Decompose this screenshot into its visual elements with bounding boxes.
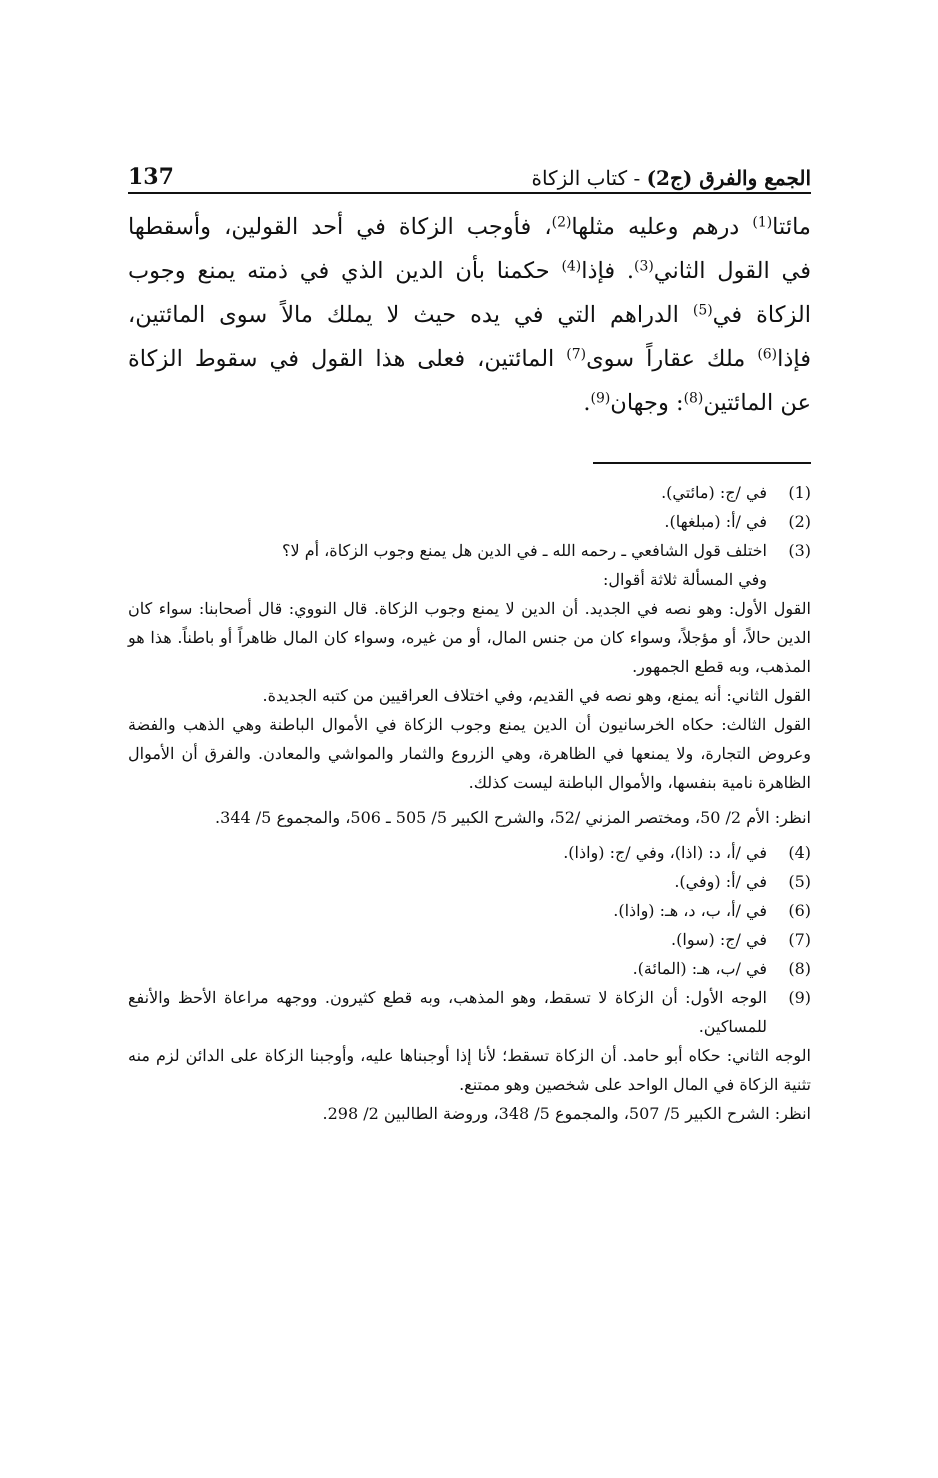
main-text xyxy=(128,205,811,425)
main-text-run: درهم وعليه مثلها xyxy=(571,214,753,240)
footnote-ref: (8) xyxy=(683,390,704,407)
main-text-run: الزكاة في xyxy=(712,302,811,328)
main-line-2 xyxy=(128,249,811,293)
footnote-separator xyxy=(593,462,811,464)
footnote-number: (5) xyxy=(788,872,811,891)
footnote-2 xyxy=(128,507,811,536)
footnote-text: الوجه الأول: أن الزكاة لا تسقط، وهو المذهب، وبه قطع كثيرون. ووجهه مراعاة الأحظ والأنفع للمساكين. xyxy=(128,988,767,1036)
running-title xyxy=(531,166,811,190)
main-line-5 xyxy=(128,381,811,425)
footnote-3-third-opinion: القول الثالث: حكاه الخرسانيون أن الدين يمنع وجوب الزكاة في الأموال الباطنة وهي الذهب والفضة وعروض التجارة، ولا يمنعها في الظاهرة، وهي الزروع والثمار والمواشي والمعادن. والفرق أن الأموال الظاهرة نامية بنفسها، والأموال الباطنة ليست كذلك. xyxy=(128,715,811,792)
footnote-number: (8) xyxy=(788,959,811,978)
main-text-run: مائتا xyxy=(772,214,811,240)
footnote-number: (4) xyxy=(788,843,811,862)
footnote-3-first-opinion: القول الأول: وهو نصه في الجديد. أن الدين لا يمنع وجوب الزكاة. قال النووي: قال أصحابنا: سواء كان الدين حالاً، أو مؤجلاً، وسواء كان من جنس المال، أو من غيره، وسواء كان المال ظاهراً أو باطناً. هذا هو المذهب، وبه قطع الجمهور. xyxy=(128,599,811,676)
footnote-text: في /أ، ب، د، هـ: (واذا). xyxy=(613,901,767,920)
book-title: الجمع والفرق (ج2) xyxy=(646,166,811,190)
footnote-3-second-opinion: القول الثاني: أنه يمنع، وهو نصه في القديم، وفي اختلاف العراقيين من كتبه الجديدة. xyxy=(262,686,811,705)
main-line-3 xyxy=(128,293,811,337)
footnote-9 xyxy=(128,983,811,1041)
footnote-number: (9) xyxy=(788,988,811,1007)
footnote-ref: (9) xyxy=(590,390,611,407)
footnote-ref: (6) xyxy=(757,346,778,363)
main-text-run: ، فأوجب الزكاة في أحد القولين، وأسقطها xyxy=(128,214,552,240)
main-text-run: ملك عقاراً سوى xyxy=(586,346,758,372)
footnote-text: في /أ: (مبلغها). xyxy=(664,512,767,531)
main-text-run: فإذا xyxy=(777,346,811,372)
footnote-6 xyxy=(128,896,811,925)
footnote-number: (2) xyxy=(788,512,811,531)
footnote-9-second-view: الوجه الثاني: حكاه أبو حامد. أن الزكاة تسقط؛ لأنا إذا أوجبناها عليه، وأوجبنا الزكاة على الدائن لزم منه تثنية الزكاة في المال الواحد على شخصين وهو ممتنع. xyxy=(128,1046,811,1094)
footnote-ref: (1) xyxy=(752,214,773,231)
footnote-3 xyxy=(128,536,811,594)
footnote-text: في /ب، هـ: (المائة). xyxy=(632,959,767,978)
main-text-run: . xyxy=(583,390,591,416)
footnotes xyxy=(128,478,811,1128)
footnote-4 xyxy=(128,838,811,867)
footnote-text: في /ج: (سوا). xyxy=(671,930,767,949)
main-text-run: الدراهم التي في يده حيث لا يملك مالاً سوى المائتين، xyxy=(128,302,693,328)
main-text-run: حكمنا بأن الدين الذي في ذمته يمنع وجوب xyxy=(128,258,562,284)
page-number: 137 xyxy=(128,164,174,190)
footnote-number: (6) xyxy=(788,901,811,920)
footnote-number: (1) xyxy=(788,483,811,502)
running-header xyxy=(128,150,811,190)
footnote-number: (7) xyxy=(788,930,811,949)
footnote-text: وفي المسألة ثلاثة أقوال: xyxy=(603,570,767,589)
footnote-5 xyxy=(128,867,811,896)
footnote-ref: (7) xyxy=(566,346,587,363)
footnote-text: في /أ، د: (اذا)، وفي /ج: (واذا). xyxy=(563,843,767,862)
footnote-9-references: انظر: الشرح الكبير 5/ 507، والمجموع 5/ 348، وروضة الطالبين 2/ 298. xyxy=(322,1104,811,1123)
main-text-run: : وجهان xyxy=(610,390,684,416)
footnote-text: في /أ: (وفي). xyxy=(674,872,767,891)
header-rule xyxy=(128,192,811,194)
main-text-run: عن المائتين xyxy=(703,390,811,416)
main-text-run: المائتين، فعلى هذا القول في سقوط الزكاة xyxy=(128,346,567,372)
footnote-3-references: انظر: الأم 2/ 50، ومختصر المزني /52، والشرح الكبير 5/ 505 ـ 506، والمجموع 5/ 344. xyxy=(215,808,811,827)
footnote-ref: (3) xyxy=(634,258,654,275)
main-text-run: . فإذا xyxy=(581,258,634,284)
footnote-text: اختلف قول الشافعي ـ رحمه الله ـ في الدين هل يمنع وجوب الزكاة، أم لا؟ xyxy=(282,541,767,560)
footnote-number: (3) xyxy=(788,541,811,560)
footnote-1 xyxy=(128,478,811,507)
main-line-4 xyxy=(128,337,811,381)
footnote-ref: (2) xyxy=(551,214,572,231)
footnote-7 xyxy=(128,925,811,954)
footnote-8 xyxy=(128,954,811,983)
footnote-ref: (5) xyxy=(692,302,713,319)
footnote-ref: (4) xyxy=(561,258,582,275)
main-line-1 xyxy=(128,205,811,249)
main-text-run: في القول الثاني xyxy=(653,258,811,284)
chapter-title: - كتاب الزكاة xyxy=(531,166,647,190)
footnote-text: في /ج: (مائتي). xyxy=(661,483,767,502)
